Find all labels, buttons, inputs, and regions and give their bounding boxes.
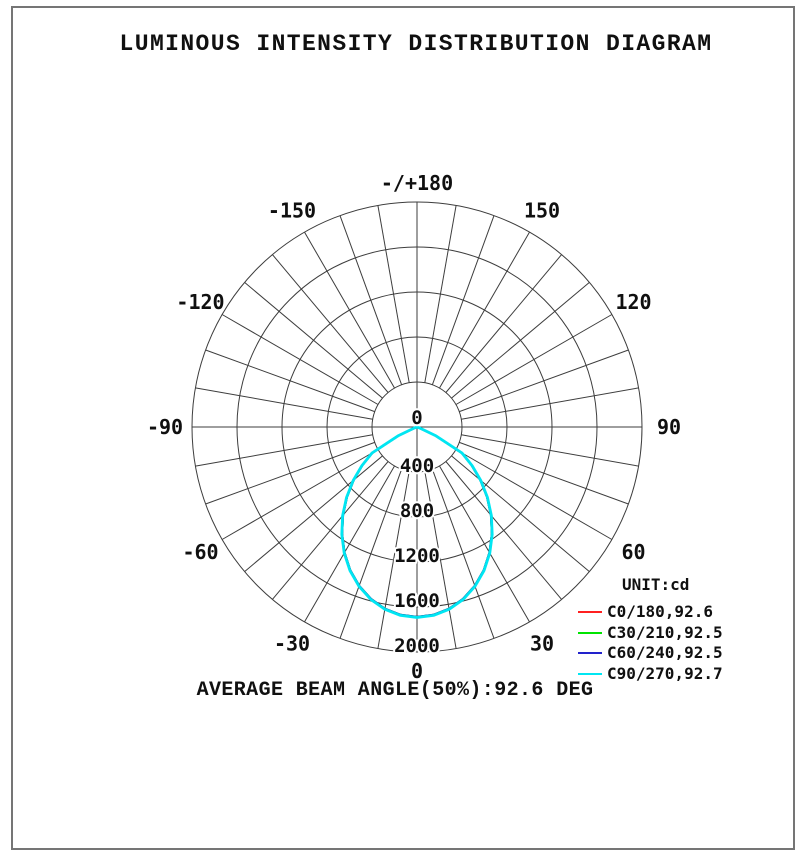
grid-spoke xyxy=(340,216,402,385)
angle-label-90: 90 xyxy=(656,415,682,439)
grid-spoke xyxy=(222,315,378,405)
ring-label-800: 800 xyxy=(399,500,435,522)
ring-label-0: 0 xyxy=(411,407,423,429)
ring-label-1600: 1600 xyxy=(394,590,440,612)
angle-label--120: -120 xyxy=(176,290,225,314)
angle-label-150: 150 xyxy=(523,198,561,223)
angle-label--60: -60 xyxy=(182,540,219,564)
grid-spoke xyxy=(461,435,638,466)
angle-label-30: 30 xyxy=(529,631,555,656)
grid-spoke xyxy=(245,456,383,572)
grid-spoke xyxy=(456,450,612,540)
angle-label--90: -90 xyxy=(146,415,184,439)
grid-spoke xyxy=(222,450,378,540)
legend-entry-label: C0/180,92.6 xyxy=(607,602,713,621)
legend-entry-label: C90/270,92.7 xyxy=(607,663,723,683)
grid-spoke xyxy=(452,456,590,572)
angle-label-0: 0 xyxy=(410,659,424,683)
grid-spoke xyxy=(461,388,638,419)
angle-label-120: 120 xyxy=(615,290,652,314)
grid-spoke xyxy=(432,216,494,385)
ring-label-400: 400 xyxy=(399,455,435,477)
grid-spoke xyxy=(195,435,372,466)
grid-spoke xyxy=(272,462,388,600)
grid-spoke xyxy=(425,205,456,382)
grid-spoke xyxy=(446,255,562,393)
average-beam-angle-text: AVERAGE BEAM ANGLE(50%):92.6 DEG xyxy=(196,679,594,702)
angle-label-60: 60 xyxy=(621,540,646,564)
grid-spoke xyxy=(206,442,375,504)
grid-spoke xyxy=(456,315,612,405)
grid-spoke xyxy=(452,282,590,398)
grid-spoke xyxy=(305,232,395,388)
grid-spoke xyxy=(206,350,375,412)
grid-spoke xyxy=(446,462,562,600)
angle-label-180: -/+180 xyxy=(380,171,454,195)
page-title: LUMINOUS INTENSITY DISTRIBUTION DIAGRAM xyxy=(119,31,713,57)
angle-label--30: -30 xyxy=(273,631,311,656)
ring-label-2000: 2000 xyxy=(394,635,440,657)
grid-spoke xyxy=(459,350,628,412)
grid-spoke xyxy=(378,205,409,382)
grid-spoke xyxy=(195,388,372,419)
grid-spoke xyxy=(245,282,383,398)
grid-spoke xyxy=(459,442,628,504)
ring-label-1200: 1200 xyxy=(394,545,440,567)
grid-spoke xyxy=(272,255,388,393)
legend-unit-label: UNIT:cd xyxy=(622,575,690,594)
legend-entry-label: C60/240,92.5 xyxy=(607,643,723,662)
grid-spoke xyxy=(440,232,530,388)
angle-label--150: -150 xyxy=(267,198,317,223)
legend-entry-label: C30/210,92.5 xyxy=(607,622,723,642)
